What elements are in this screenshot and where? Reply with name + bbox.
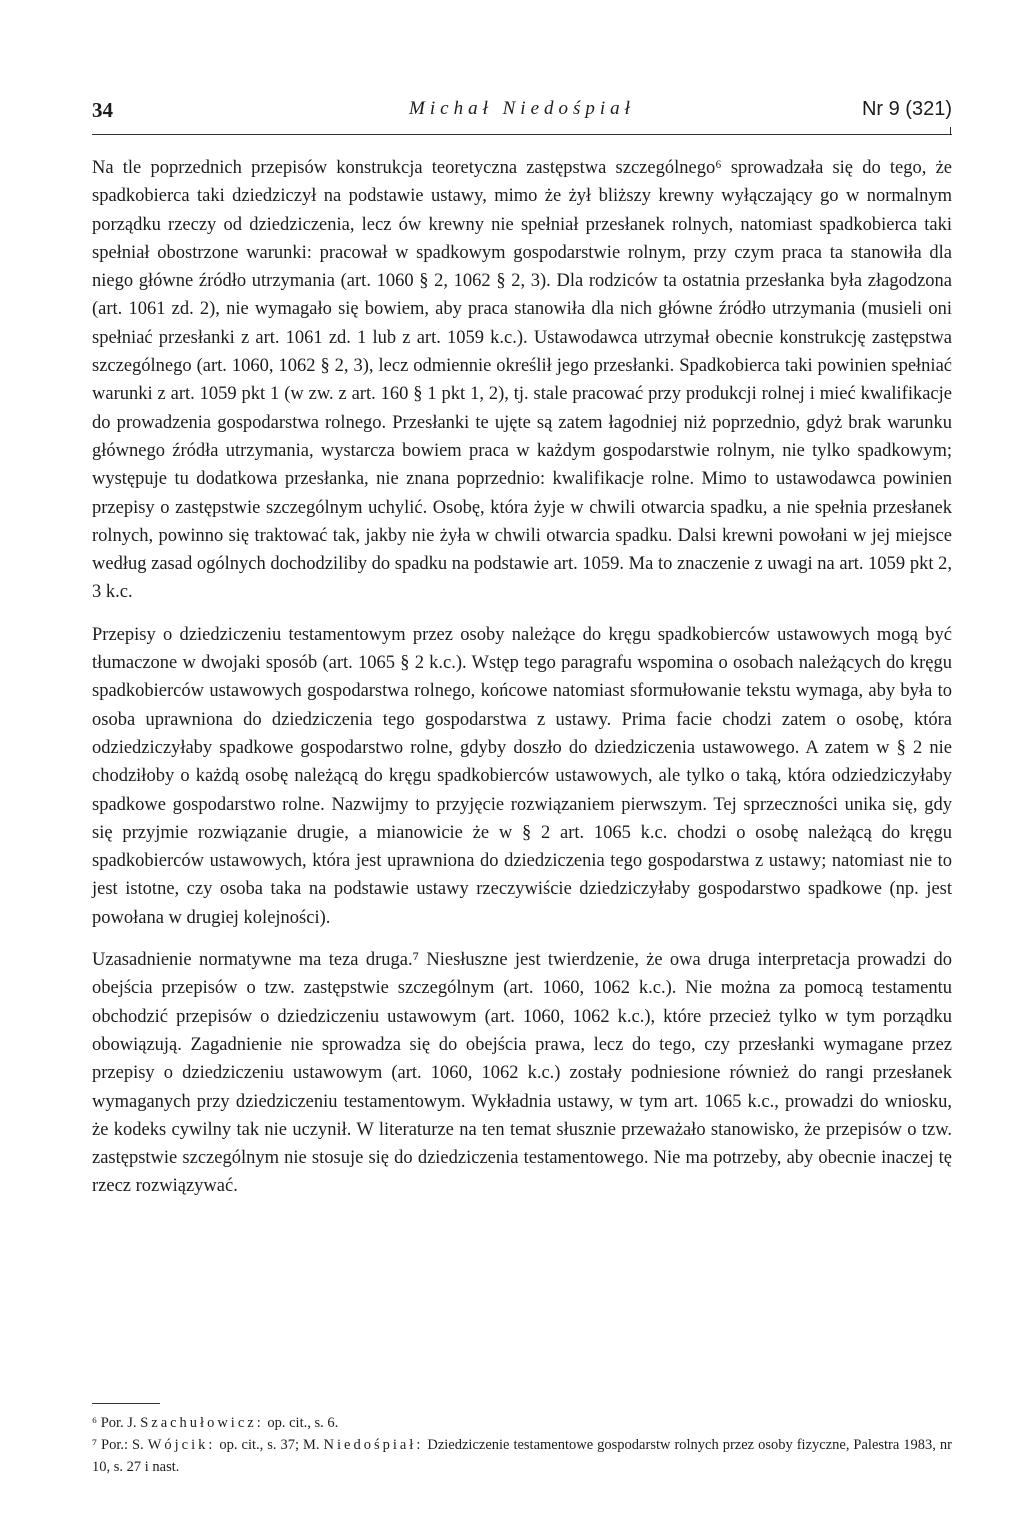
paragraph-testamentary: Przepisy o dziedziczeniu testamentowym przez osoby należące do kręgu spadkobierców ustawowych mogą być tłumaczone w dwojaki sposób (art. 1065 § 2 k.c.). Wstęp tego paragrafu wspomina o osobach należących do kręgu spadkobierców ustawowych gospodarstwa rolnego, końcowe natomiast sformułowanie tekstu wymaga, aby była to osoba uprawniona do dziedziczenia tego gospodarstwa z ustawy. Prima facie chodzi zatem o osobę, która odziedziczyłaby spadkowe gospodarstwo rolne, gdyby doszło do dziedziczenia ustawowego. A zatem w § 2 nie chodziłoby o każdą osobę należącą do kręgu spadkobierców ustawowych, ale tylko o taką, która odziedziczyłaby spadkowe gospodarstwo rolne. Nazwijmy to przyjęcie rozwiązaniem pierwszym. Tej sprzeczności unika się, gdy się przyjmie rozwiązanie drugie, a mianowicie że w § 2 art. 1065 k.c. chodzi o osobę należącą do kręgu spadkobierców ustawowych, która jest uprawniona do dziedziczenia tego gospodarstwa z ustawy; natomiast nie to jest istotne, czy osoba taka na podstawie ustawy rzeczywiście dziedziczyłaby gospodarstwo spadkowe (np. jest powołana w drugiej kolejności). <box>92 624 952 928</box>
running-head-author: Michał Niedośpiał <box>409 98 635 119</box>
footnote-marker: ⁷ <box>92 1437 98 1453</box>
footnote-7 <box>92 1434 952 1478</box>
paragraph-substitution: Na tle poprzednich przepisów konstrukcja teoretyczna zastępstwa szczególnego⁶ sprowadzała się do tego, że spadkobierca taki dziedziczył na podstawie ustawy, mimo że żył bliższy krewny wyłączający go w normalnym porządku rzeczy od dziedziczenia, lecz ów krewny nie spełniał przesłanek rolnych, natomiast spadkobierca taki spełniał obostrzone warunki: pracował w spadkowym gospodarstwie rolnym, przy czym praca ta stanowiła dla niego główne źródło utrzymania (art. 1060 § 2, 1062 § 2, 3). Dla rodziców ta ostatnia przesłanka była złagodzona (art. 1061 zd. 2), nie wymagało się bowiem, aby praca stanowiła dla nich główne źródło utrzymania (musieli oni spełniać przesłanki z art. 1061 zd. 1 lub z art. 1059 k.c.). Ustawodawca utrzymał obecnie konstrukcję zastępstwa szczególnego (art. 1060, 1062 § 2, 3), lecz odmiennie określił jego przesłanki. Spadkobierca taki powinien spełniać warunki z art. 1059 pkt 1 (w zw. z art. 160 § 1 pkt 1, 2), tj. stale pracować przy produkcji rolnej i mieć kwalifikacje do prowadzenia gospodarstwa rolnego. Przesłanki te ujęte są zatem łagodniej niż poprzednio, gdyż brak warunku głównego źródła utrzymania, wystarcza bowiem praca w każdym gospodarstwie rolnym, nie tylko spadkowym; występuje tu dodatkowa przesłanka, nie znana poprzednio: kwalifikacje rolne. Mimo to ustawodawca powinien przepisy o zastępstwie szczególnym uchylić. Osobę, która żyje w chwili otwarcia spadku, a nie spełnia przesłanek rolnych, powinno się traktować tak, jakby nie żyła w chwili otwarcia spadku. Dalsi krewni powołani w jej miejsce według zasad ogólnych dochodziliby do spadku na podstawie art. 1059. Ma to znaczenie z uwagi na art. 1059 pkt 2, 3 k.c. <box>92 158 952 603</box>
header-rule-tick <box>950 127 951 135</box>
paragraph-justification: Uzasadnienie normatywne ma teza druga.⁷ Niesłuszne jest twierdzenie, że owa druga interpretacja prowadzi do obejścia przepisów o tzw. zastępstwie szczególnym (art. 1060, 1062 k.c.). Nie można za pomocą testamentu obchodzić przepisów o dziedziczeniu ustawowym (art. 1060, 1062 k.c.), które przecież tylko w tym porządku obowiązują. Zagadnienie nie sprowadza się do obejścia prawa, lecz do tego, czy przesłanki wymagane przez przepisy o dziedziczeniu ustawowym (art. 1060, 1062 k.c.) zostały podniesione również do rangi przesłanek wymaganych przy dziedziczeniu testamentowym. Wykładnia ustawy, w tym art. 1065 k.c., prowadzi do wniosku, że kodeks cywilny tak nie uczynił. W literaturze na ten temat słusznie przeważało stanowisko, że przepisów o tzw. zastępstwie szczególnym nie stosuje się do dziedziczenia testamentowego. Nie ma potrzeby, aby obecnie inaczej tę rzecz rozwiązywać. <box>92 950 952 1197</box>
footnote-rule <box>92 1403 160 1404</box>
footnote-6 <box>92 1412 952 1434</box>
page-number: 34 <box>92 98 113 122</box>
footnote-rest: Dziedziczenie testamentowe gospodarstw rolnych przez osoby fizyczne, Palestra 1983, nr 10, s. 27 i nast. <box>92 1437 952 1475</box>
header-rule <box>92 134 952 135</box>
footnote-middle: op. cit., s. 37; M. <box>219 1437 320 1453</box>
footnote-author-2: Niedośpiał: <box>323 1437 424 1453</box>
footnote-prefix: Por. J. <box>100 1415 137 1431</box>
footnote-author: Wójcik: <box>147 1437 216 1453</box>
footnotes <box>92 1412 952 1478</box>
footnote-prefix: Por.: S. <box>101 1437 144 1453</box>
running-head <box>92 98 952 128</box>
footnote-author: Szachułowicz: <box>140 1415 264 1431</box>
footnote-marker: ⁶ <box>92 1415 98 1431</box>
article-body <box>92 154 952 1215</box>
issue-number: Nr 9 (321) <box>861 98 952 120</box>
footnote-rest: op. cit., s. 6. <box>267 1415 339 1431</box>
